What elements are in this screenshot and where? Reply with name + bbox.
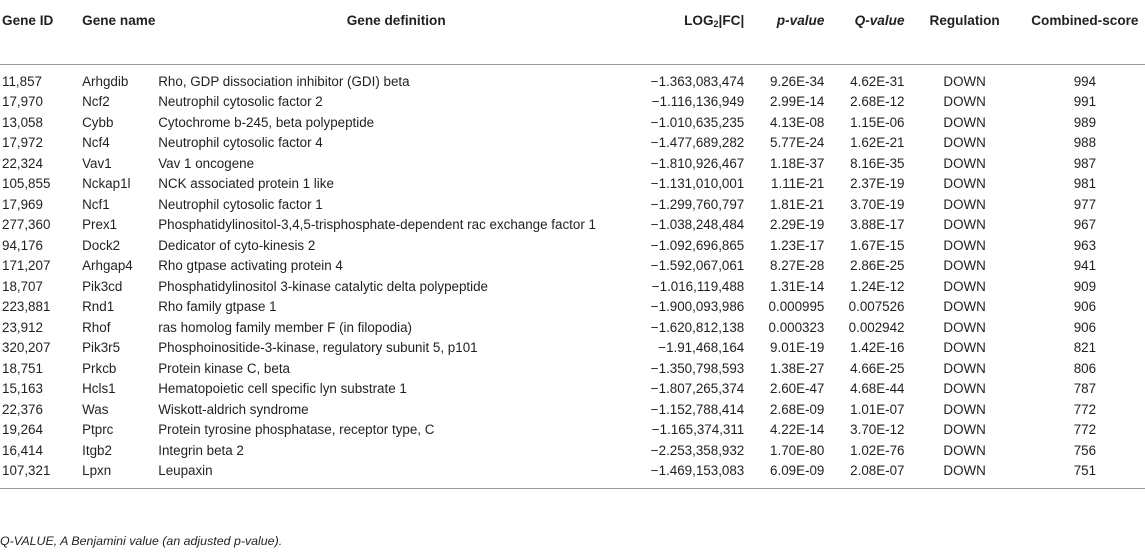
- table-row: [0, 277, 1145, 298]
- header-gene-definition: Gene definition: [158, 0, 634, 64]
- cell-combined-score: 772: [1073, 422, 1097, 437]
- table-row: [0, 400, 1145, 421]
- cell-q-value: 4.66E-25: [850, 360, 905, 376]
- cell-regulation: DOWN: [943, 258, 986, 273]
- cell-gene-name: Nckap1l: [82, 176, 131, 191]
- cell-gene-name: Cybb: [82, 114, 114, 130]
- cell-gene-id: 17,972: [2, 135, 43, 150]
- cell-regulation: DOWN: [943, 94, 986, 109]
- cell-gene-id: 94,176: [2, 237, 43, 253]
- cell-regulation: DOWN: [943, 340, 986, 355]
- cell-combined-score: 772: [1073, 401, 1097, 417]
- cell-gene-id: 22,324: [2, 155, 43, 171]
- cell-gene-id: 19,264: [2, 422, 43, 437]
- cell-gene-definition: NCK associated protein 1 like: [158, 176, 334, 191]
- cell-q-value: 1.15E-06: [850, 114, 905, 130]
- cell-gene-definition: Neutrophil cytosolic factor 4: [158, 135, 323, 150]
- table-row: [0, 441, 1145, 462]
- cell-log-fc: −1.620,812,138: [650, 319, 745, 335]
- cell-combined-score: 989: [1073, 114, 1097, 130]
- table-row: [0, 92, 1145, 113]
- cell-gene-id: 11,857: [2, 73, 42, 89]
- cell-q-value: 1.62E-21: [850, 135, 905, 150]
- cell-log-fc: −1.299,760,797: [650, 196, 745, 212]
- cell-gene-id: 320,207: [2, 340, 51, 355]
- header-q-value: Q-value: [824, 0, 904, 64]
- cell-p-value: 1.18E-37: [770, 155, 825, 171]
- cell-gene-id: 16,414: [2, 442, 43, 458]
- cell-log-fc: −1.016,119,488: [651, 278, 745, 294]
- cell-q-value: 4.62E-31: [850, 73, 905, 89]
- cell-q-value: 1.42E-16: [850, 340, 905, 355]
- cell-regulation: DOWN: [943, 278, 986, 294]
- cell-combined-score: 941: [1073, 258, 1097, 273]
- cell-log-fc: −1.592,067,061: [650, 258, 745, 273]
- cell-q-value: 2.68E-12: [850, 94, 905, 109]
- cell-gene-definition: Protein kinase C, beta: [158, 360, 290, 376]
- cell-gene-name: Ncf4: [82, 135, 110, 150]
- cell-p-value: 1.38E-27: [770, 360, 825, 376]
- cell-regulation: DOWN: [943, 135, 986, 150]
- cell-gene-id: 107,321: [0, 461, 80, 488]
- cell-log-fc: −1.165,374,311: [651, 422, 745, 437]
- cell-q-value: 2.37E-19: [850, 176, 905, 191]
- header-gene-name: Gene name: [80, 0, 158, 64]
- cell-q-value: 3.70E-19: [850, 196, 905, 212]
- cell-p-value: 2.60E-47: [770, 381, 825, 396]
- cell-p-value: 6.09E-09: [744, 461, 824, 488]
- table-row: [0, 318, 1145, 339]
- cell-log-fc: −1.010,635,235: [650, 114, 745, 130]
- cell-regulation: DOWN: [943, 401, 986, 417]
- cell-gene-id: 277,360: [2, 217, 51, 232]
- cell-gene-name: Rhof: [82, 319, 111, 335]
- cell-regulation: DOWN: [943, 442, 986, 458]
- cell-log-fc: −1.363,083,474: [650, 73, 745, 89]
- cell-gene-name: Itgb2: [82, 442, 112, 458]
- cell-regulation: DOWN: [943, 319, 986, 335]
- header-p-value: p-value: [744, 0, 824, 64]
- cell-p-value: 0.000323: [768, 319, 825, 335]
- table-row: [0, 113, 1145, 134]
- table-row: [0, 195, 1145, 216]
- cell-combined-score: 991: [1073, 94, 1097, 109]
- cell-gene-id: 15,163: [2, 381, 43, 396]
- cell-p-value: 2.29E-19: [770, 217, 825, 232]
- cell-gene-name: Prex1: [82, 217, 118, 232]
- cell-gene-name: Ptprc: [82, 422, 114, 437]
- cell-p-value: 1.11E-21: [771, 176, 825, 191]
- cell-q-value: 0.002942: [848, 319, 905, 335]
- cell-combined-score: 821: [1073, 340, 1097, 355]
- table-row: [0, 236, 1145, 257]
- cell-gene-definition: Phosphoinositide-3-kinase, regulatory subunit 5, p101: [158, 340, 478, 355]
- cell-gene-definition: Neutrophil cytosolic factor 1: [158, 196, 323, 212]
- cell-log-fc: −1.350,798,593: [650, 360, 745, 376]
- cell-p-value: 8.27E-28: [770, 258, 825, 273]
- cell-gene-id: 18,707: [2, 278, 43, 294]
- cell-q-value: 1.01E-07: [850, 401, 905, 417]
- cell-p-value: 5.77E-24: [770, 135, 825, 150]
- cell-p-value: 9.01E-19: [770, 340, 825, 355]
- cell-regulation: DOWN: [943, 360, 986, 376]
- cell-gene-name: Was: [82, 401, 109, 417]
- cell-p-value: 9.26E-34: [770, 73, 825, 89]
- table-row: [0, 379, 1145, 400]
- cell-gene-definition: Hematopoietic cell specific lyn substrate 1: [158, 381, 407, 396]
- cell-gene-definition: Vav 1 oncogene: [158, 155, 255, 171]
- cell-regulation: DOWN: [943, 422, 986, 437]
- cell-log-fc: −1.807,265,374: [650, 381, 745, 396]
- cell-gene-name: Pik3cd: [82, 278, 123, 294]
- cell-gene-id: 18,751: [2, 360, 43, 376]
- cell-combined-score: 806: [1073, 360, 1097, 376]
- cell-p-value: 1.81E-21: [770, 196, 825, 212]
- cell-p-value: 1.31E-14: [770, 278, 825, 294]
- cell-gene-id: 23,912: [2, 319, 43, 335]
- cell-combined-score: 751: [1025, 461, 1145, 488]
- cell-p-value: 4.13E-08: [770, 114, 825, 130]
- table-row: [0, 174, 1145, 195]
- cell-q-value: 1.67E-15: [850, 237, 905, 253]
- cell-combined-score: 963: [1073, 237, 1097, 253]
- cell-combined-score: 994: [1073, 73, 1097, 89]
- cell-gene-id: 17,970: [2, 94, 43, 109]
- cell-gene-definition: Protein tyrosine phosphatase, receptor type, C: [158, 422, 435, 437]
- cell-q-value: 3.88E-17: [850, 217, 905, 232]
- cell-gene-name: Rnd1: [82, 299, 115, 314]
- cell-gene-definition: Neutrophil cytosolic factor 2: [158, 94, 323, 109]
- cell-combined-score: 988: [1073, 135, 1097, 150]
- table-row: [0, 420, 1145, 441]
- table-row: [0, 64, 1145, 92]
- cell-gene-definition: Wiskott-aldrich syndrome: [158, 401, 309, 417]
- cell-gene-id: 22,376: [2, 401, 43, 417]
- cell-gene-definition: Integrin beta 2: [158, 442, 244, 458]
- table-row: [0, 133, 1145, 154]
- table-row: [0, 359, 1145, 380]
- cell-combined-score: 977: [1073, 196, 1097, 212]
- cell-q-value: 0.007526: [848, 299, 905, 314]
- header-log-fc-prefix: LOG: [684, 13, 714, 28]
- table-footnote: Q-VALUE, A Benjamini value (an adjusted p-value).: [0, 534, 283, 548]
- header-row: [0, 0, 1145, 64]
- header-gene-id: Gene ID: [0, 0, 80, 64]
- cell-gene-name: Ncf2: [82, 94, 110, 109]
- table-row: [0, 338, 1145, 359]
- cell-gene-name: Vav1: [82, 155, 112, 171]
- cell-combined-score: 906: [1073, 319, 1097, 335]
- cell-combined-score: 906: [1073, 299, 1097, 314]
- cell-gene-definition: Cytochrome b-245, beta polypeptide: [158, 114, 375, 130]
- cell-gene-name: Ncf1: [82, 196, 110, 212]
- cell-combined-score: 967: [1073, 217, 1097, 232]
- cell-gene-definition: Dedicator of cyto-kinesis 2: [158, 237, 316, 253]
- cell-p-value: 2.99E-14: [770, 94, 825, 109]
- cell-gene-definition: Phosphatidylinositol-3,4,5-trisphosphate-dependent rac exchange factor 1: [158, 217, 596, 232]
- cell-gene-name: Hcls1: [82, 381, 116, 396]
- header-combined-score: Combined-score: [1025, 0, 1145, 64]
- cell-regulation: DOWN: [943, 73, 986, 89]
- cell-log-fc: −1.092,696,865: [650, 237, 745, 253]
- cell-log-fc: −1.116,136,949: [651, 94, 745, 109]
- cell-gene-id: 17,969: [2, 196, 43, 212]
- cell-q-value: 4.68E-44: [850, 381, 905, 396]
- header-log-fc-suffix: |FC|: [718, 13, 745, 28]
- cell-gene-id: 13,058: [2, 114, 43, 130]
- cell-q-value: 3.70E-12: [850, 422, 905, 437]
- cell-q-value: 2.08E-07: [824, 461, 904, 488]
- cell-q-value: 2.86E-25: [850, 258, 905, 273]
- cell-gene-id: 105,855: [2, 176, 51, 191]
- cell-regulation: DOWN: [943, 217, 986, 232]
- cell-gene-id: 223,881: [2, 299, 51, 314]
- cell-log-fc: −2.253,358,932: [650, 442, 745, 458]
- cell-combined-score: 987: [1073, 155, 1097, 171]
- cell-p-value: 1.23E-17: [770, 237, 825, 253]
- cell-log-fc: −1.038,248,484: [650, 217, 745, 232]
- table-row: [0, 154, 1145, 175]
- table-row: [0, 461, 1145, 488]
- cell-gene-definition: Rho gtpase activating protein 4: [158, 258, 343, 273]
- cell-regulation: DOWN: [905, 461, 1025, 488]
- cell-log-fc: −1.810,926,467: [650, 155, 745, 171]
- cell-combined-score: 787: [1073, 381, 1097, 396]
- table-row: [0, 215, 1145, 236]
- cell-regulation: DOWN: [943, 176, 986, 191]
- cell-gene-definition: Rho family gtpase 1: [158, 299, 277, 314]
- cell-gene-name: Lpxn: [80, 461, 158, 488]
- cell-gene-name: Arhgap4: [82, 258, 133, 273]
- table-body: [0, 64, 1145, 488]
- cell-combined-score: 909: [1073, 278, 1097, 294]
- cell-log-fc: −1.477,689,282: [650, 135, 745, 150]
- cell-gene-name: Dock2: [82, 237, 121, 253]
- cell-log-fc: −1.91,468,164: [658, 340, 745, 355]
- cell-gene-definition: Rho, GDP dissociation inhibitor (GDI) beta: [158, 73, 410, 89]
- cell-gene-name: Pik3r5: [82, 340, 121, 355]
- cell-log-fc: −1.131,010,001: [650, 176, 745, 191]
- table-header: [0, 0, 1145, 64]
- cell-gene-definition: Leupaxin: [158, 461, 634, 488]
- cell-regulation: DOWN: [943, 237, 986, 253]
- cell-p-value: 4.22E-14: [770, 422, 825, 437]
- cell-p-value: 2.68E-09: [770, 401, 825, 417]
- cell-regulation: DOWN: [943, 381, 986, 396]
- header-regulation: Regulation: [905, 0, 1025, 64]
- cell-combined-score: 981: [1073, 176, 1097, 191]
- table-row: [0, 256, 1145, 277]
- cell-gene-id: 171,207: [2, 258, 51, 273]
- cell-q-value: 1.24E-12: [850, 278, 905, 294]
- cell-gene-name: Arhgdib: [82, 73, 129, 89]
- header-log-fc-sub: 2: [713, 19, 719, 29]
- table-row: [0, 297, 1145, 318]
- header-log-fc: [634, 0, 744, 64]
- cell-regulation: DOWN: [943, 299, 986, 314]
- cell-p-value: 1.70E-80: [770, 442, 825, 458]
- cell-log-fc: −1.469,153,083: [634, 461, 744, 488]
- cell-gene-name: Prkcb: [82, 360, 117, 376]
- cell-log-fc: −1.152,788,414: [650, 401, 745, 417]
- cell-q-value: 8.16E-35: [850, 155, 905, 171]
- cell-log-fc: −1.900,093,986: [650, 299, 745, 314]
- cell-gene-definition: Phosphatidylinositol 3-kinase catalytic delta polypeptide: [158, 278, 489, 294]
- cell-p-value: 0.000995: [768, 299, 825, 314]
- cell-q-value: 1.02E-76: [850, 442, 905, 458]
- cell-gene-definition: ras homolog family member F (in filopodia): [158, 319, 413, 335]
- cell-regulation: DOWN: [943, 155, 986, 171]
- cell-combined-score: 756: [1073, 442, 1097, 458]
- cell-regulation: DOWN: [943, 196, 986, 212]
- cell-regulation: DOWN: [943, 114, 986, 130]
